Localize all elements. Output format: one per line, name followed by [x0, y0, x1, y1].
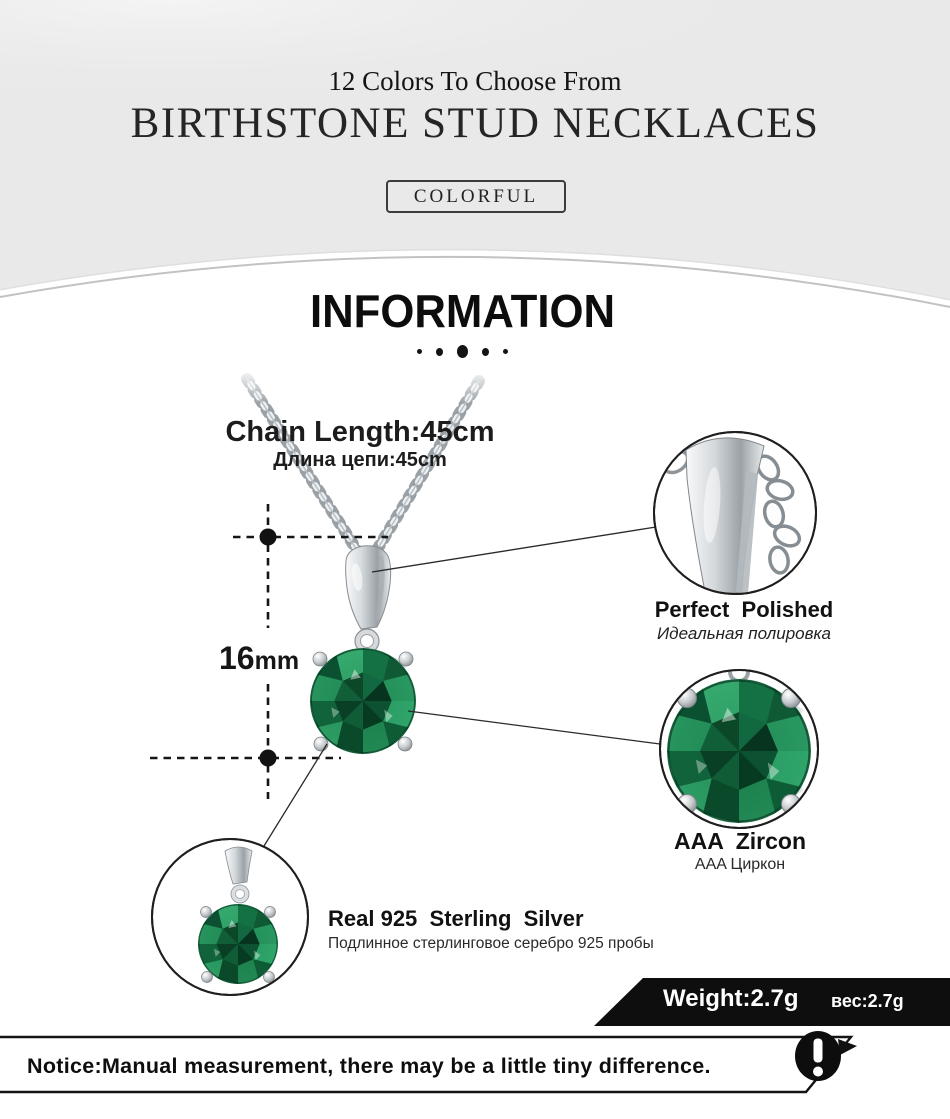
info-heading: INFORMATION — [309, 285, 616, 337]
chain-length-label-en: Chain Length:45cm — [225, 416, 495, 448]
pendant-size-unit: mm — [254, 647, 300, 675]
weight-label-en: Weight:2.7g — [663, 985, 799, 1012]
measure-dot-bottom — [260, 750, 277, 767]
callout-silver-subtitle: Подлинное стерлинговое серебро 925 пробы — [328, 935, 654, 952]
header-title: BIRTHSTONE STUD NECKLACES — [130, 100, 820, 147]
pendant-gem — [310, 648, 416, 754]
chain-fade — [225, 368, 505, 404]
pendant-size-label — [219, 640, 299, 677]
dot — [482, 348, 489, 356]
colorful-badge: COLORFUL — [386, 180, 566, 213]
chain-length-label-ru: Длина цепи:45cm — [273, 449, 447, 471]
divider-dots — [0, 345, 925, 358]
dot — [436, 348, 443, 356]
dot — [417, 349, 422, 354]
callout-polished-subtitle: Идеальная полировка — [657, 624, 831, 643]
notice-text: Notice:Manual measurement, there may be a little tiny difference. — [27, 1054, 711, 1078]
dot — [457, 345, 468, 358]
weight-label-ru: вес:2.7g — [831, 991, 904, 1011]
prong — [399, 652, 413, 666]
exclamation-icon — [795, 1031, 841, 1081]
callout-zircon-title: AAA Zircon — [673, 828, 807, 854]
prong — [313, 652, 327, 666]
prong — [398, 737, 412, 751]
header-tagline: 12 Colors To Choose From — [328, 66, 622, 96]
callout-circle-silver — [152, 839, 308, 995]
callout-zircon-subtitle: AAA Циркон — [694, 856, 786, 873]
pendant-size-value: 16 — [219, 640, 255, 676]
callout-polished-title: Perfect Polished — [654, 597, 834, 622]
dot — [503, 349, 508, 354]
callout-silver-title: Real 925 Sterling Silver — [328, 906, 584, 931]
measure-dot-top — [260, 529, 277, 546]
prong — [314, 737, 328, 751]
